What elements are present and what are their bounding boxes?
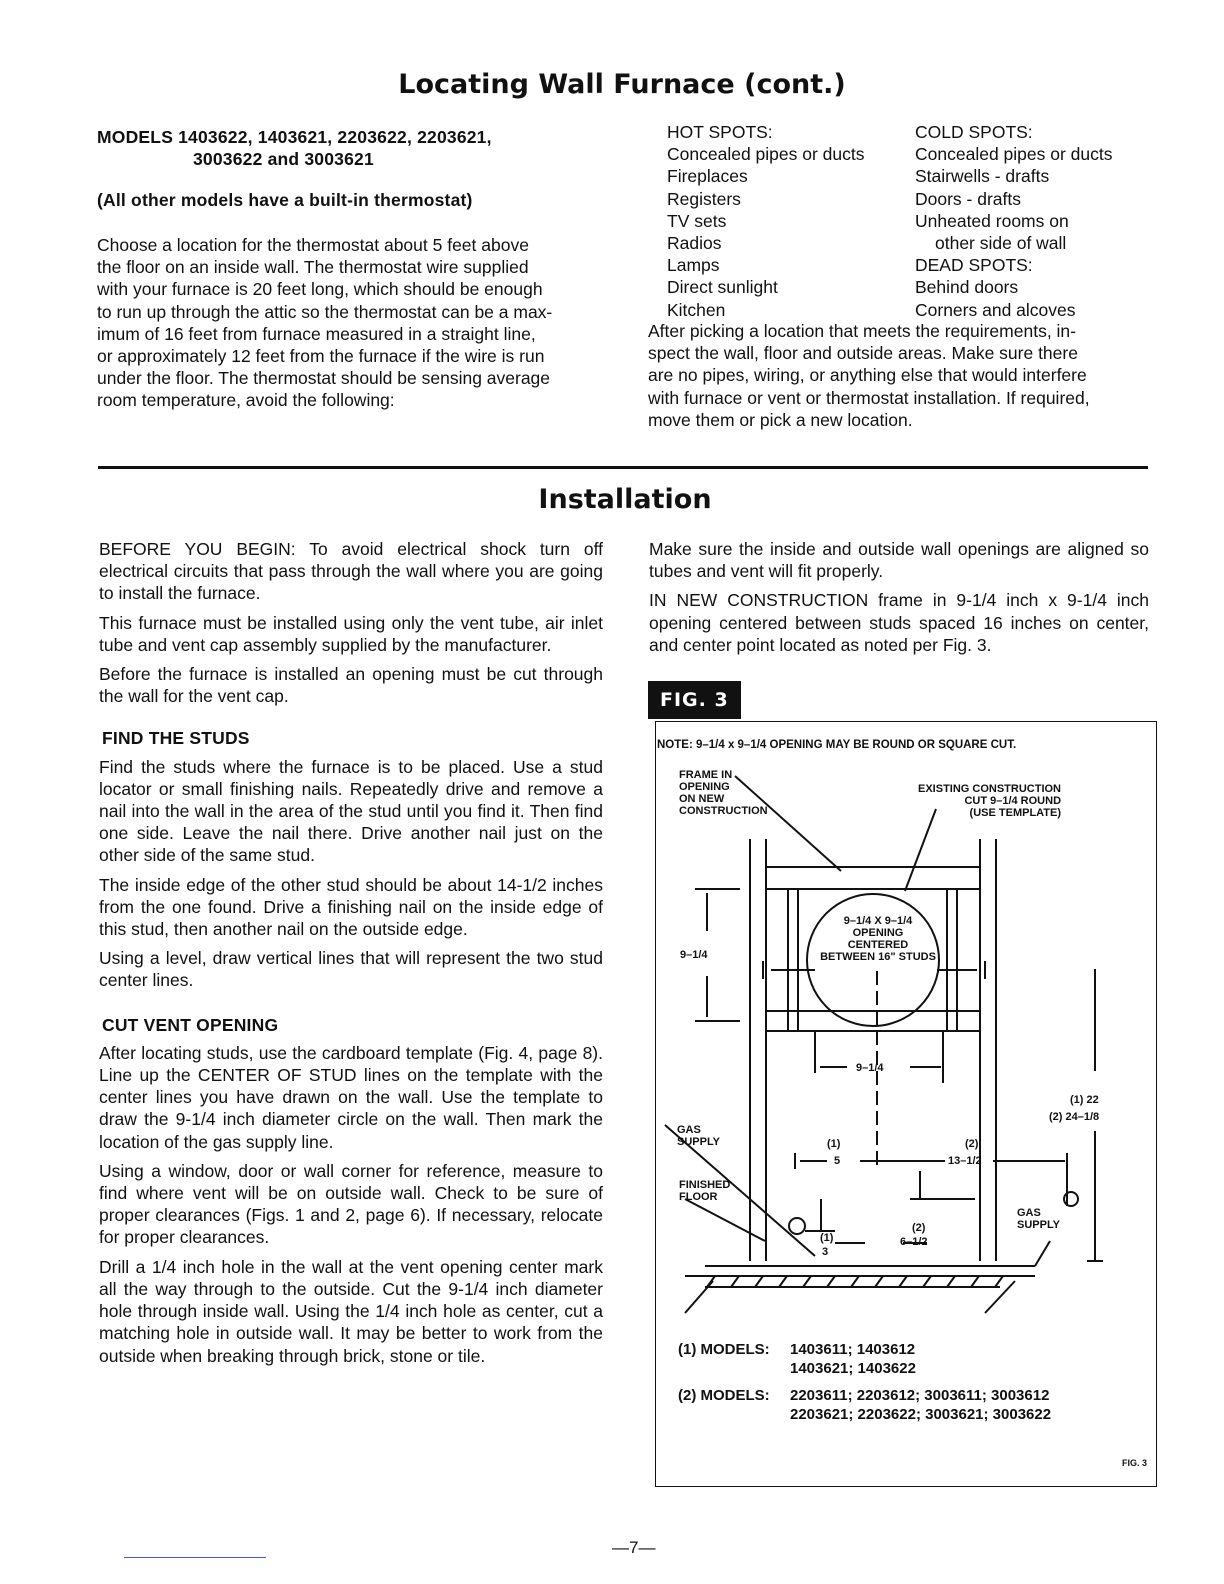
dim-13-tag: (2) (965, 1138, 979, 1150)
hot-spots-heading: HOT SPOTS: (667, 122, 773, 142)
dim-13-label: 13–1/2 (948, 1155, 982, 1167)
figure-note: NOTE: 9–1/4 x 9–1/4 OPENING MAY BE ROUND OR SQUARE CUT. (657, 739, 1017, 751)
label-line: ON NEW (679, 793, 725, 805)
bottom-rule (124, 1557, 266, 1558)
models-heading-line1: MODELS 1403622, 1403621, 2203622, 2203621, (97, 127, 492, 147)
opening-centered-label (818, 915, 938, 963)
floor-hatching (705, 1276, 1003, 1287)
label-line: FLOOR (679, 1191, 718, 1203)
vent-tube-paragraph: This furnace must be installed using only the vent tube, air inlet tube and vent cap assembly supplied by the manufacturer. (99, 612, 603, 655)
list-item: Doors - drafts (915, 188, 1021, 209)
installation-right-column (649, 538, 1149, 663)
list-item: Concealed pipes or ducts (667, 144, 865, 165)
cut-vent-paragraph-1: After locating studs, use the cardboard template (Fig. 4, page 8). Line up the CENTER OF STUD lines on the template with the center lines you have drawn on the wall. Use the template to draw the 9-1/4 inch diameter circle on the wall. Then mark the location of the gas supply line. (99, 1042, 603, 1152)
before-you-begin-paragraph: BEFORE YOU BEGIN: To avoid electrical shock turn off electrical circuits that pass through the wall where you are going to install the furnace. (99, 539, 603, 604)
list-item: Direct sunlight (667, 277, 778, 298)
find-studs-paragraph-3: Using a level, draw vertical lines that will represent the two stud center lines. (99, 948, 603, 991)
cut-vent-paragraph-3: Drill a 1/4 inch hole in the wall at the vent opening center mark all the way through to the outside. Cut the 9-1/4 inch diameter hole through inside wall. Using the 1/4 inch hole as center, cut a matching hole in outside wall. It may be better to work from the outside when breaking through brick, stone or tile. (99, 1256, 603, 1366)
label-line: SUPPLY (1017, 1219, 1061, 1231)
dim-6-label: 6–1/2 (900, 1236, 928, 1248)
models-1-label: (1) MODELS: (678, 1341, 770, 1358)
text-line: move them or pick a new location. (648, 409, 913, 430)
dead-spots-heading: DEAD SPOTS: (915, 255, 1033, 276)
dim-bottom-label: 9–1/4 (856, 1062, 884, 1074)
models-1-line2: 1403621; 1403622 (790, 1360, 916, 1377)
label-line: FINISHED (679, 1179, 731, 1191)
label-line: CUT 9–1/4 ROUND (964, 795, 1062, 807)
section-divider (98, 466, 1148, 469)
label-line: CONSTRUCTION (679, 805, 768, 817)
list-item: Unheated rooms on (915, 210, 1069, 231)
label-line: 9–1/4 X 9–1/4 (843, 915, 913, 927)
dim-left-label: 9–1/4 (680, 949, 708, 961)
cold-dead-spots-list (915, 121, 1112, 321)
text-line: are no pipes, wiring, or anything else that would interfere (648, 365, 1087, 386)
figure-tag: FIG. 3 (648, 681, 741, 719)
text-line: After picking a location that meets the requirements, in- (648, 321, 1076, 341)
aligned-paragraph: Make sure the inside and outside wall openings are aligned so tubes and vent will fit properly. (649, 539, 1149, 582)
text-line: under the floor. The thermostat should be sensing average (97, 368, 551, 389)
label-line: OPENING (852, 927, 904, 939)
dim-6-tag: (2) (912, 1222, 926, 1234)
list-item: Fireplaces (667, 166, 748, 187)
dim-3-tag: (1) (820, 1232, 834, 1244)
dim-right-24-label: (2) 24–1/8 (1049, 1111, 1100, 1123)
dim-5-tag: (1) (827, 1138, 841, 1150)
list-item: Behind doors (915, 277, 1019, 298)
label-line: (USE TEMPLATE) (969, 807, 1062, 819)
label-line: BETWEEN 16" STUDS (820, 951, 936, 963)
models-1-line1: 1403611; 1403612 (790, 1341, 916, 1358)
text-line: with furnace or vent or thermostat installation. If required, (648, 387, 1090, 408)
list-item: Concealed pipes or ducts (915, 144, 1113, 165)
text-line: room temperature, avoid the following: (97, 390, 395, 411)
new-construction-paragraph: IN NEW CONSTRUCTION frame in 9-1/4 inch x 9-1/4 inch opening centered between studs spaced 16 inches on center, and center point located as noted per Fig. 3. (649, 590, 1149, 655)
gas-supply-right-label (1017, 1207, 1060, 1231)
text-line: the floor on an inside wall. The thermostat wire supplied (97, 257, 529, 278)
models-2-label: (2) MODELS: (678, 1387, 770, 1404)
cut-vent-paragraph-2: Using a window, door or wall corner for reference, measure to find where vent will be on outside wall. Check to be sure of proper clearances (Figs. 1 and 2, page 6). If necessary, relocate for proper clearances. (99, 1160, 603, 1248)
text-line: spect the wall, floor and outside areas. Make sure there (648, 343, 1078, 364)
list-item: TV sets (667, 210, 727, 231)
label-line: GAS (677, 1124, 701, 1136)
list-item: other side of wall (935, 233, 1067, 254)
dim-5-label: 5 (834, 1155, 841, 1167)
list-item: Kitchen (667, 299, 726, 320)
text-line: Choose a location for the thermostat about 5 feet above (97, 235, 529, 255)
text-line: to run up through the attic so the thermostat can be a max- (97, 301, 553, 322)
existing-construction-label (918, 783, 1061, 819)
label-line: FRAME IN (679, 769, 733, 781)
frame-opening-label (679, 769, 768, 817)
text-line: or approximately 12 feet from the furnace if the wire is run (97, 346, 545, 367)
cold-spots-heading: COLD SPOTS: (915, 122, 1033, 142)
list-item: Corners and alcoves (915, 299, 1076, 320)
label-line: SUPPLY (677, 1136, 721, 1148)
after-picking-paragraph (648, 320, 1150, 431)
page-title: Locating Wall Furnace (cont.) (398, 69, 846, 100)
hot-spots-list (667, 121, 864, 321)
models-2-line2: 2203621; 2203622; 3003621; 3003622 (790, 1406, 1052, 1423)
thermostat-paragraph (97, 234, 602, 412)
find-studs-heading: FIND THE STUDS (102, 728, 250, 749)
installation-left-column (99, 538, 603, 1374)
dim-3-label: 3 (822, 1246, 829, 1258)
opening-paragraph: Before the furnace is installed an opening must be cut through the wall for the vent cap. (99, 664, 603, 707)
label-line: GAS (1017, 1207, 1041, 1219)
label-line: CENTERED (847, 939, 909, 951)
models-2-line1: 2203611; 2203612; 3003611; 3003612 (790, 1387, 1050, 1404)
finished-floor-label (679, 1179, 730, 1203)
list-item: Radios (667, 233, 722, 254)
list-item: Stairwells - drafts (915, 166, 1050, 187)
page-number: —7— (612, 1538, 656, 1557)
label-line: EXISTING CONSTRUCTION (918, 783, 1062, 795)
installation-title: Installation (538, 484, 712, 515)
list-item: Lamps (667, 255, 720, 276)
find-studs-paragraph-1: Find the studs where the furnace is to be placed. Use a stud locator or small finishing nails. Repeatedly drive and remove a nail into the wall in the area of the stud until you find it. Then find one side. Leave the nail there. Drive another nail just on the other side of the same stud. (99, 756, 603, 866)
builtin-thermostat-note: (All other models have a built-in thermostat) (97, 190, 473, 210)
label-line: OPENING (679, 781, 730, 793)
list-item: Registers (667, 188, 741, 209)
figure-code: FIG. 3 (1122, 1458, 1148, 1468)
text-line: imum of 16 feet from furnace measured in a straight line, (97, 323, 536, 344)
text-line: with your furnace is 20 feet long, which should be enough (97, 279, 543, 300)
dim-right-22-label: (1) 22 (1070, 1094, 1099, 1106)
gas-supply-left-label (677, 1124, 720, 1148)
cut-vent-heading: CUT VENT OPENING (102, 1014, 279, 1035)
find-studs-paragraph-2: The inside edge of the other stud should be about 14-1/2 inches from the one found. Drive a finishing nail on the inside edge of this stud, then another nail on the outside edge. (99, 874, 603, 940)
models-heading-line2: 3003622 and 3003621 (193, 149, 374, 169)
